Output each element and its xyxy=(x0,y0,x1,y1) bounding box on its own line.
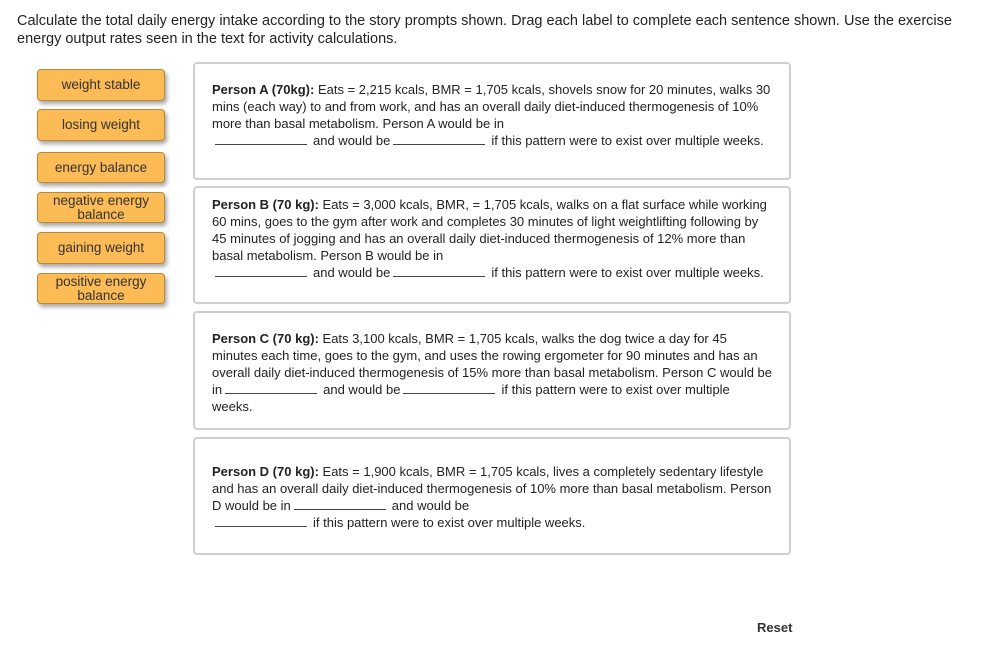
person-name: Person A (70kg): xyxy=(212,82,315,97)
story-text: Eats = 2,215 kcals, BMR = 1,705 kcals, shovels snow for 20 minutes, walks 30 mins (each way) to and from work, and has an overall daily diet-induced thermogenesis of 10% more than basal metabolism. Person A would be in xyxy=(212,82,771,131)
drop-target-blank[interactable] xyxy=(215,132,307,145)
story-text: Eats = 1,900 kcals, BMR = 1,705 kcals, lives a completely sedentary lifestyle and has an overall daily diet-induced thermogenesis of 10% more than basal metabolism. Person D would be in xyxy=(212,464,772,513)
connector-text: and would be xyxy=(313,133,391,148)
drop-target-blank[interactable] xyxy=(225,381,317,394)
drop-target-blank[interactable] xyxy=(393,264,485,277)
drag-label-energy-balance[interactable]: energy balance xyxy=(37,152,165,183)
person-name: Person B (70 kg): xyxy=(212,197,319,212)
drag-label-negative-energy-balance[interactable]: negative energy balance xyxy=(37,192,165,223)
story-card-person-c xyxy=(193,311,791,430)
drag-label-losing-weight[interactable]: losing weight xyxy=(37,109,165,141)
person-name: Person C (70 kg): xyxy=(212,331,319,346)
story-text: Eats 3,100 kcals, BMR = 1,705 kcals, walks the dog twice a day for 45 minutes each time, goes to the gym, and uses the rowing ergometer for 90 minutes and has an overall daily diet-induced thermogenesis of 15% more than basal metabolism. Person C would be in xyxy=(212,331,773,397)
closing-text: if this pattern were to exist over multiple weeks. xyxy=(212,382,730,414)
connector-text: and would be xyxy=(323,382,401,397)
drop-target-blank[interactable] xyxy=(294,497,386,510)
drop-target-blank[interactable] xyxy=(215,264,307,277)
instructions-text: Calculate the total daily energy intake according to the story prompts shown. Drag each label to complete each sentence shown. Use the exercise energy output rates seen in the text for activity calculations. xyxy=(17,13,952,47)
drop-target-blank[interactable] xyxy=(393,132,485,145)
drop-target-blank[interactable] xyxy=(215,514,307,527)
story-text: Eats = 3,000 kcals, BMR, = 1,705 kcals, walks on a flat surface while working 60 mins, goes to the gym after work and completes 30 minutes of light weightlifting following by 45 minutes of jogging and has an overall daily diet-induced thermogenesis of 12% more than basal metabolism. Person B would be in xyxy=(212,197,767,263)
closing-text: if this pattern were to exist over multiple weeks. xyxy=(491,133,764,148)
drag-label-weight-stable[interactable]: weight stable xyxy=(37,69,165,101)
drop-target-blank[interactable] xyxy=(403,381,495,394)
person-name: Person D (70 kg): xyxy=(212,464,319,479)
connector-text: and would be xyxy=(313,265,391,280)
story-card-person-a xyxy=(193,62,791,180)
closing-text: if this pattern were to exist over multiple weeks. xyxy=(491,265,764,280)
story-card-person-d xyxy=(193,437,791,555)
closing-text: if this pattern were to exist over multiple weeks. xyxy=(313,515,586,530)
connector-text: and would be xyxy=(391,498,470,513)
reset-button[interactable]: Reset xyxy=(757,620,793,635)
story-card-person-b xyxy=(193,186,791,304)
drag-label-positive-energy-balance[interactable]: positive energy balance xyxy=(37,273,165,304)
drag-label-gaining-weight[interactable]: gaining weight xyxy=(37,232,165,264)
